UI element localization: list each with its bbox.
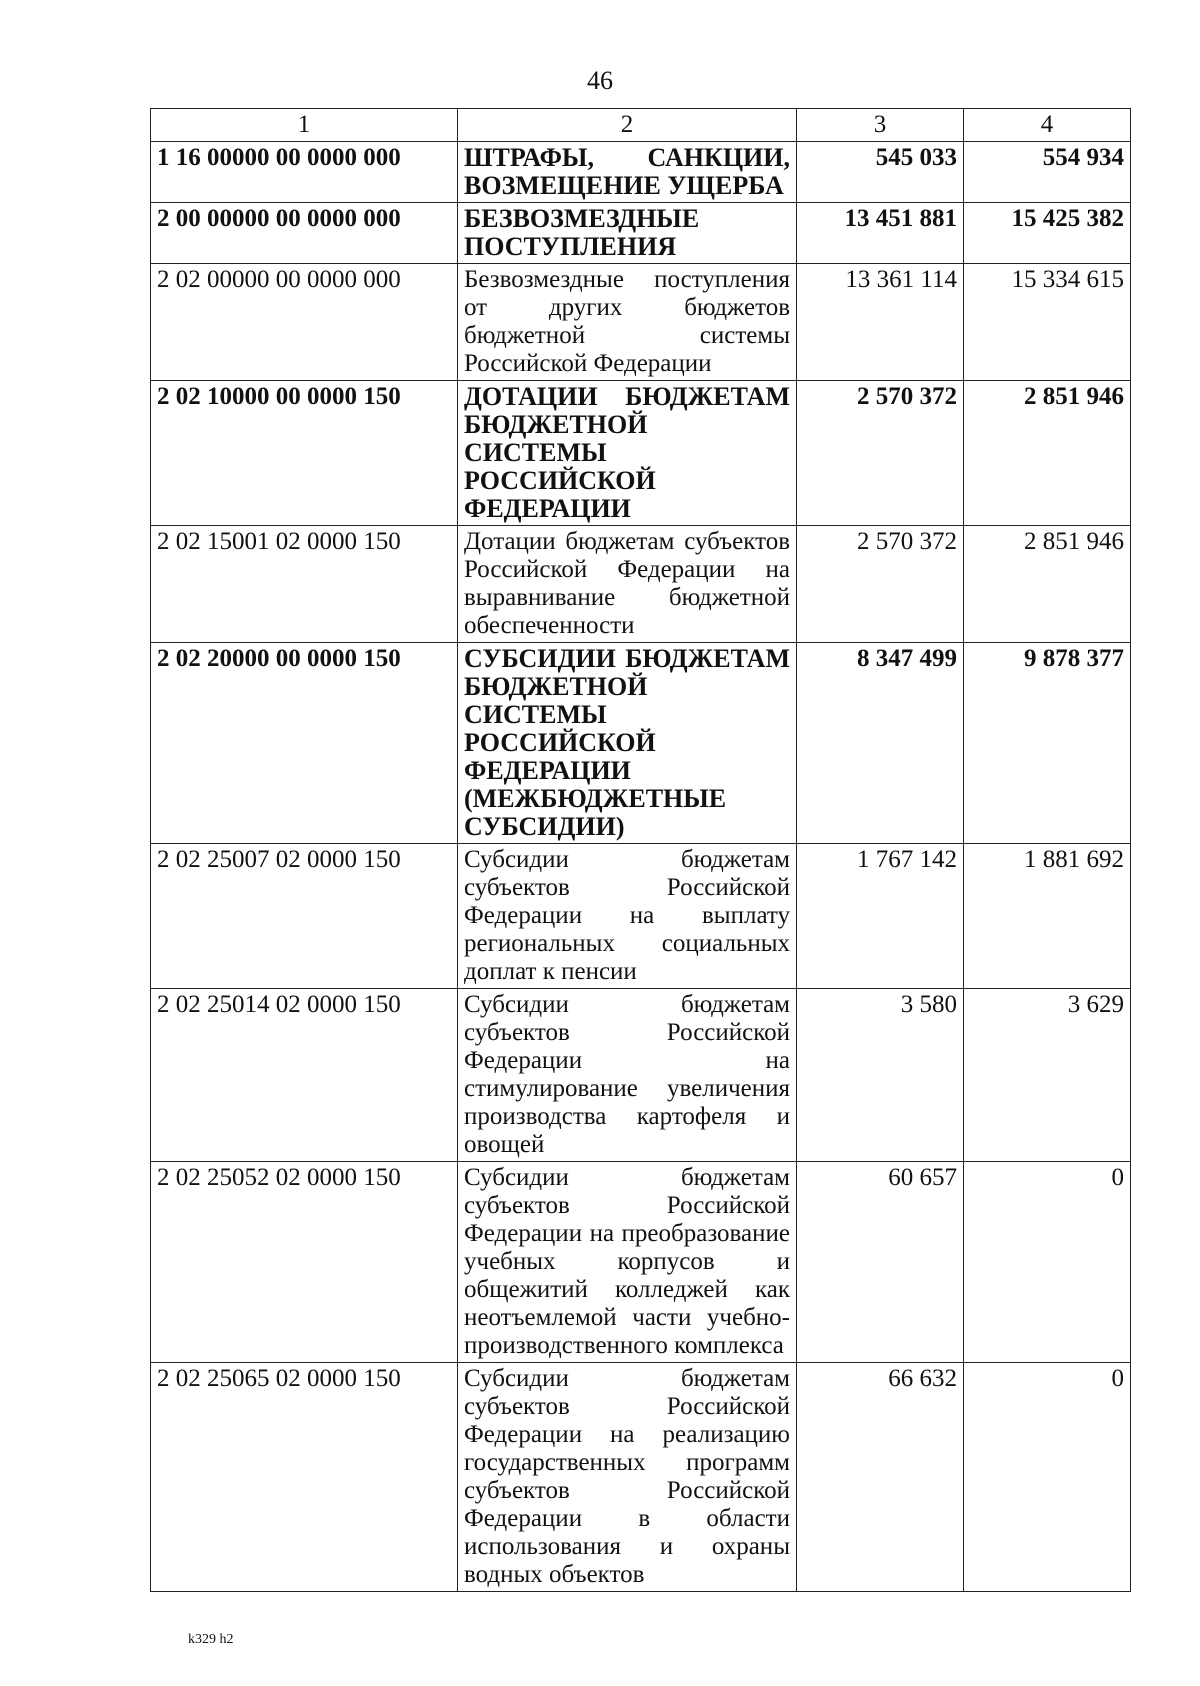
row-code: 2 02 25065 02 0000 150 <box>151 1363 458 1592</box>
row-code: 1 16 00000 00 0000 000 <box>151 142 458 203</box>
table-row <box>151 643 1131 844</box>
row-value-col3: 2 570 372 <box>797 526 964 643</box>
table-row <box>151 526 1131 643</box>
header-col-3: 3 <box>797 109 964 142</box>
row-value-col4: 2 851 946 <box>964 381 1131 526</box>
row-value-col4: 2 851 946 <box>964 526 1131 643</box>
footer-code: k329 h2 <box>188 1632 234 1647</box>
row-value-col3: 13 451 881 <box>797 203 964 264</box>
budget-revenue-table <box>150 108 1131 1592</box>
row-value-col4: 3 629 <box>964 989 1131 1162</box>
row-code: 2 02 15001 02 0000 150 <box>151 526 458 643</box>
row-code: 2 02 25014 02 0000 150 <box>151 989 458 1162</box>
table-row <box>151 381 1131 526</box>
table-row <box>151 203 1131 264</box>
row-name: ШТРАФЫ, САНКЦИИ, ВОЗМЕЩЕНИЕ УЩЕРБА <box>458 142 797 203</box>
row-value-col3: 2 570 372 <box>797 381 964 526</box>
table-row <box>151 989 1131 1162</box>
header-col-1: 1 <box>151 109 458 142</box>
row-name: Безвозмездные поступления от других бюджетов бюджетной системы Российской Федерации <box>458 264 797 381</box>
row-name: Субсидии бюджетам субъектов Российской Федерации на выплату региональных социальных доплат к пенсии <box>458 844 797 989</box>
row-value-col4: 0 <box>964 1363 1131 1592</box>
table-row <box>151 142 1131 203</box>
row-name: Субсидии бюджетам субъектов Российской Федерации на реализацию государственных программ субъектов Российской Федерации в области использования и охраны водных объектов <box>458 1363 797 1592</box>
row-value-col3: 8 347 499 <box>797 643 964 844</box>
row-value-col4: 9 878 377 <box>964 643 1131 844</box>
row-code: 2 00 00000 00 0000 000 <box>151 203 458 264</box>
row-value-col3: 545 033 <box>797 142 964 203</box>
row-name: ДОТАЦИИ БЮДЖЕТАМ БЮДЖЕТНОЙ СИСТЕМЫ РОССИЙСКОЙ ФЕДЕРАЦИИ <box>458 381 797 526</box>
row-name: СУБСИДИИ БЮДЖЕТАМ БЮДЖЕТНОЙ СИСТЕМЫ РОССИЙСКОЙ ФЕДЕРАЦИИ (МЕЖБЮДЖЕТНЫЕ СУБСИДИИ) <box>458 643 797 844</box>
row-code: 2 02 25007 02 0000 150 <box>151 844 458 989</box>
table-row <box>151 264 1131 381</box>
row-name: Субсидии бюджетам субъектов Российской Федерации на стимулирование увеличения производства картофеля и овощей <box>458 989 797 1162</box>
row-value-col4: 1 881 692 <box>964 844 1131 989</box>
row-value-col3: 13 361 114 <box>797 264 964 381</box>
row-name: Субсидии бюджетам субъектов Российской Федерации на преобразование учебных корпусов и общежитий колледжей как неотъемлемой части учебно-производственного комплекса <box>458 1162 797 1363</box>
row-code: 2 02 25052 02 0000 150 <box>151 1162 458 1363</box>
row-value-col3: 3 580 <box>797 989 964 1162</box>
row-code: 2 02 00000 00 0000 000 <box>151 264 458 381</box>
table-header-row <box>151 109 1131 142</box>
row-code: 2 02 10000 00 0000 150 <box>151 381 458 526</box>
row-value-col3: 1 767 142 <box>797 844 964 989</box>
row-value-col4: 15 425 382 <box>964 203 1131 264</box>
row-value-col3: 66 632 <box>797 1363 964 1592</box>
row-name: Дотации бюджетам субъектов Российской Федерации на выравнивание бюджетной обеспеченности <box>458 526 797 643</box>
row-value-col4: 15 334 615 <box>964 264 1131 381</box>
table-row <box>151 844 1131 989</box>
header-col-4: 4 <box>964 109 1131 142</box>
page-number: 46 <box>587 66 613 95</box>
table-row <box>151 1162 1131 1363</box>
row-value-col4: 554 934 <box>964 142 1131 203</box>
header-col-2: 2 <box>458 109 797 142</box>
row-code: 2 02 20000 00 0000 150 <box>151 643 458 844</box>
row-value-col3: 60 657 <box>797 1162 964 1363</box>
row-name: БЕЗВОЗМЕЗДНЫЕ ПОСТУПЛЕНИЯ <box>458 203 797 264</box>
table-row <box>151 1363 1131 1592</box>
row-value-col4: 0 <box>964 1162 1131 1363</box>
